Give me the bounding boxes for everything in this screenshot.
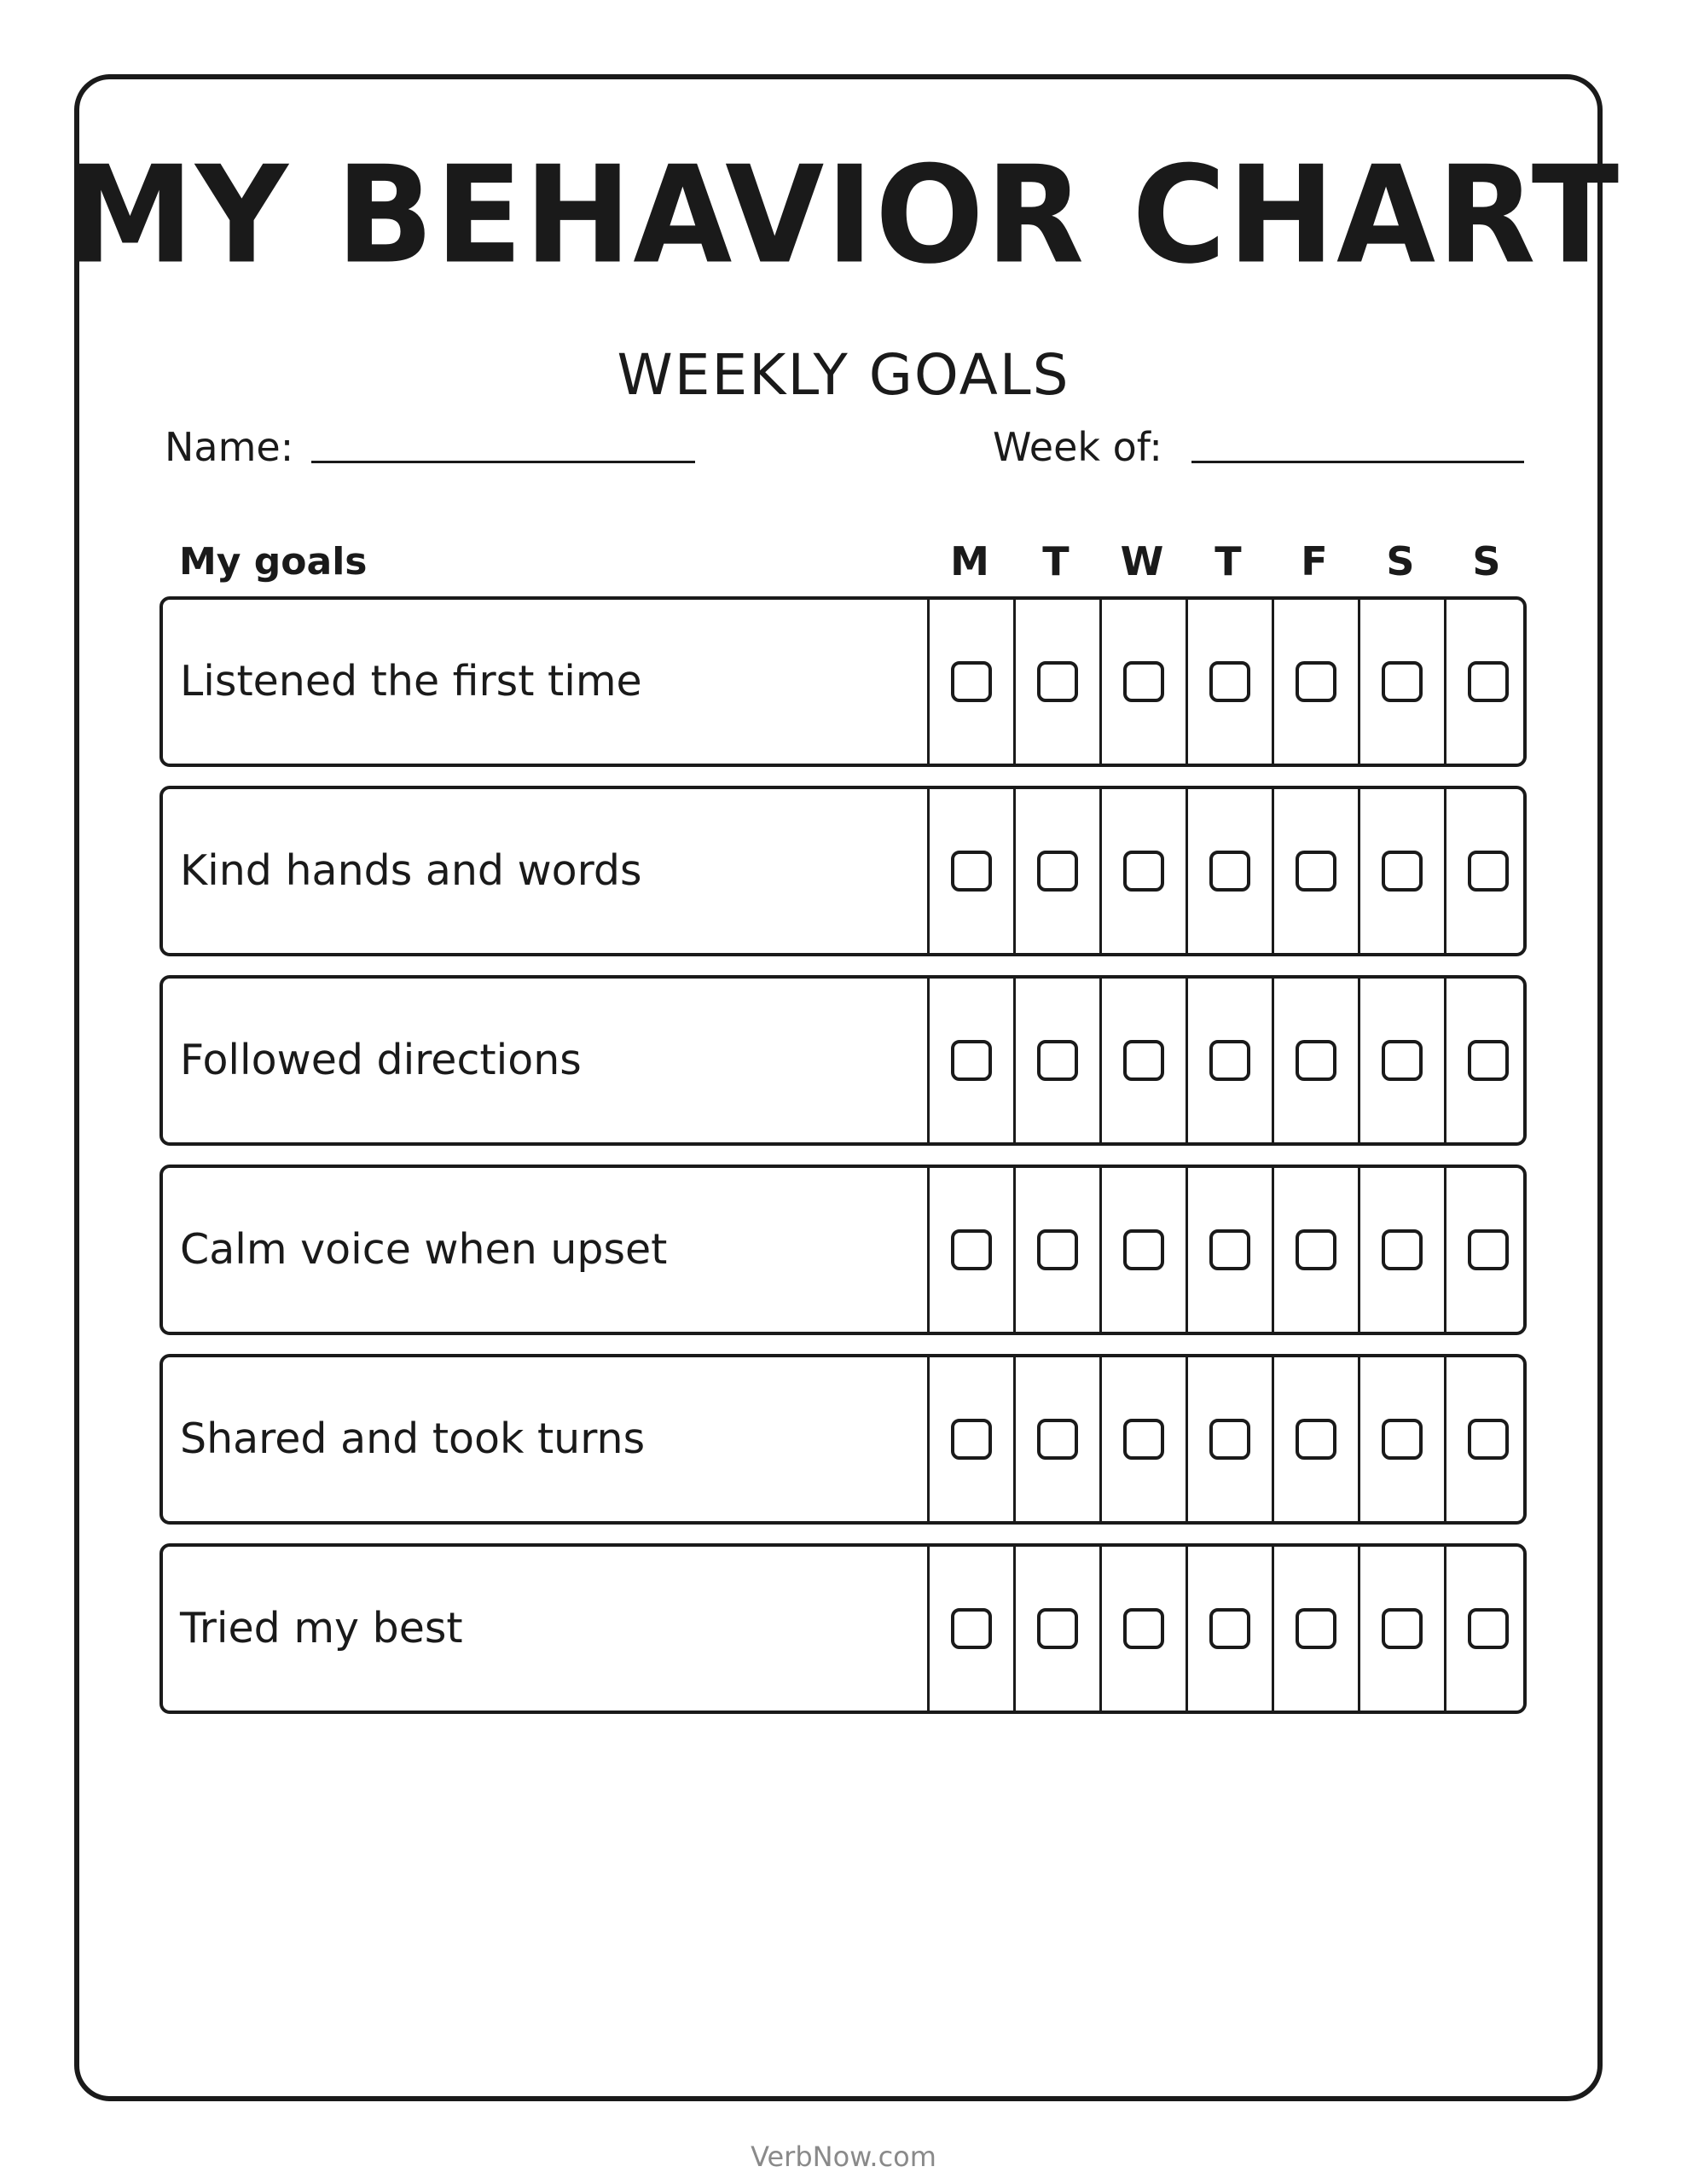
column-divider: [927, 979, 930, 1142]
column-divider: [1444, 1168, 1446, 1332]
column-divider: [1444, 1547, 1446, 1711]
day-checkbox[interactable]: [1296, 661, 1336, 702]
column-divider: [1358, 1357, 1360, 1521]
day-checkbox[interactable]: [1037, 1608, 1078, 1649]
goal-row: [159, 1354, 1527, 1525]
day-checkbox[interactable]: [1123, 661, 1164, 702]
goal-label: Listened the first time: [180, 657, 642, 706]
day-header: S: [1386, 538, 1415, 584]
column-divider: [1099, 1547, 1102, 1711]
column-divider: [1186, 1357, 1188, 1521]
column-divider: [1186, 1547, 1188, 1711]
goal-label: Shared and took turns: [180, 1414, 646, 1463]
column-divider: [927, 600, 930, 764]
day-checkbox[interactable]: [1037, 1419, 1078, 1460]
goal-row: [159, 1165, 1527, 1335]
day-header: W: [1120, 538, 1164, 584]
day-checkbox[interactable]: [1382, 1229, 1423, 1270]
day-checkbox[interactable]: [1382, 851, 1423, 892]
day-header: F: [1301, 538, 1328, 584]
column-divider: [1013, 979, 1016, 1142]
day-checkbox[interactable]: [1468, 661, 1509, 702]
column-divider: [1013, 600, 1016, 764]
day-checkbox[interactable]: [1296, 1040, 1336, 1081]
day-checkbox[interactable]: [1296, 1608, 1336, 1649]
column-divider: [1358, 1547, 1360, 1711]
day-checkbox[interactable]: [951, 1229, 992, 1270]
goal-row: [159, 786, 1527, 956]
day-checkbox[interactable]: [1468, 1229, 1509, 1270]
footer-watermark: VerbNow.com: [751, 2140, 936, 2173]
page-subtitle: WEEKLY GOALS: [617, 342, 1070, 408]
column-divider: [1272, 1547, 1274, 1711]
column-divider: [1099, 600, 1102, 764]
column-divider: [1358, 789, 1360, 953]
day-checkbox[interactable]: [1123, 1419, 1164, 1460]
day-checkbox[interactable]: [1468, 1419, 1509, 1460]
name-field[interactable]: [311, 461, 695, 463]
column-divider: [1444, 600, 1446, 764]
goal-label: Followed directions: [180, 1036, 582, 1084]
column-divider: [927, 1357, 930, 1521]
day-checkbox[interactable]: [1037, 661, 1078, 702]
day-header: S: [1472, 538, 1501, 584]
goal-row: [159, 1543, 1527, 1714]
day-checkbox[interactable]: [1123, 1229, 1164, 1270]
day-checkbox[interactable]: [1209, 851, 1250, 892]
column-divider: [1444, 979, 1446, 1142]
day-checkbox[interactable]: [951, 1419, 992, 1460]
day-checkbox[interactable]: [1037, 1040, 1078, 1081]
column-divider: [1099, 1168, 1102, 1332]
goal-row: [159, 975, 1527, 1146]
day-checkbox[interactable]: [1468, 1040, 1509, 1081]
column-divider: [1444, 1357, 1446, 1521]
day-checkbox[interactable]: [951, 1040, 992, 1081]
day-checkbox[interactable]: [1382, 1608, 1423, 1649]
day-checkbox[interactable]: [1468, 1608, 1509, 1649]
column-divider: [1013, 1357, 1016, 1521]
day-checkbox[interactable]: [1296, 1419, 1336, 1460]
column-divider: [1099, 789, 1102, 953]
day-checkbox[interactable]: [951, 661, 992, 702]
page-title: MY BEHAVIOR CHART: [66, 137, 1621, 294]
day-checkbox[interactable]: [1209, 1040, 1250, 1081]
column-divider: [1272, 1168, 1274, 1332]
column-divider: [1444, 789, 1446, 953]
column-divider: [927, 1547, 930, 1711]
column-divider: [1186, 789, 1188, 953]
column-divider: [1013, 789, 1016, 953]
column-divider: [1013, 1547, 1016, 1711]
day-checkbox[interactable]: [1468, 851, 1509, 892]
column-divider: [1272, 789, 1274, 953]
column-divider: [1272, 600, 1274, 764]
day-header: T: [1215, 538, 1242, 584]
day-checkbox[interactable]: [1382, 661, 1423, 702]
day-header: T: [1042, 538, 1070, 584]
column-divider: [1186, 600, 1188, 764]
column-divider: [927, 1168, 930, 1332]
day-checkbox[interactable]: [951, 1608, 992, 1649]
column-divider: [1358, 1168, 1360, 1332]
day-header: M: [950, 538, 989, 584]
day-checkbox[interactable]: [1123, 1608, 1164, 1649]
column-divider: [1272, 1357, 1274, 1521]
name-label: Name:: [165, 424, 294, 470]
day-checkbox[interactable]: [1209, 1419, 1250, 1460]
week-of-label: Week of:: [993, 424, 1162, 470]
day-checkbox[interactable]: [1382, 1040, 1423, 1081]
column-divider: [1186, 1168, 1188, 1332]
column-divider: [1013, 1168, 1016, 1332]
column-divider: [927, 789, 930, 953]
day-checkbox[interactable]: [1037, 1229, 1078, 1270]
goal-label: Kind hands and words: [180, 846, 642, 895]
column-divider: [1272, 979, 1274, 1142]
day-checkbox[interactable]: [1296, 1229, 1336, 1270]
day-checkbox[interactable]: [1209, 1608, 1250, 1649]
day-checkbox[interactable]: [1209, 1229, 1250, 1270]
goal-row: [159, 596, 1527, 767]
goal-label: Calm voice when upset: [180, 1225, 668, 1274]
day-checkbox[interactable]: [1123, 851, 1164, 892]
column-divider: [1099, 979, 1102, 1142]
day-checkbox[interactable]: [1037, 851, 1078, 892]
day-checkbox[interactable]: [1296, 851, 1336, 892]
week-of-field[interactable]: [1191, 461, 1524, 463]
column-divider: [1358, 600, 1360, 764]
day-checkbox[interactable]: [1123, 1040, 1164, 1081]
column-divider: [1099, 1357, 1102, 1521]
goal-label: Tried my best: [180, 1604, 463, 1653]
day-checkbox[interactable]: [1209, 661, 1250, 702]
day-checkbox[interactable]: [951, 851, 992, 892]
day-checkbox[interactable]: [1382, 1419, 1423, 1460]
column-divider: [1186, 979, 1188, 1142]
column-divider: [1358, 979, 1360, 1142]
goals-column-header: My goals: [179, 540, 368, 584]
